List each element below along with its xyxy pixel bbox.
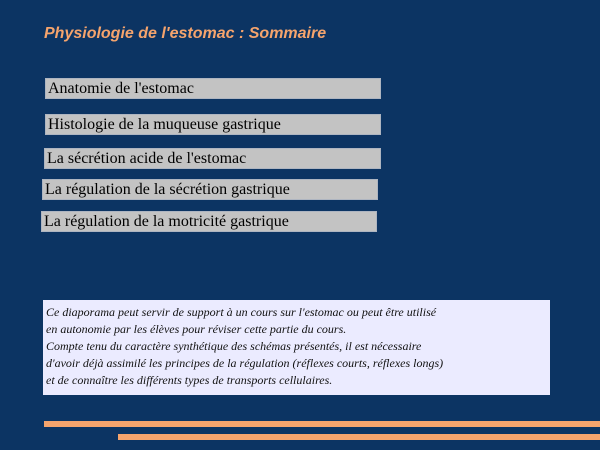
decorative-bar-bottom — [118, 434, 600, 440]
note-line: d'avoir déjà assimilé les principes de la régulation (réflexes courts, réflexes longs) — [46, 356, 444, 370]
menu-item-secretion-acide[interactable]: La sécrétion acide de l'estomac — [44, 148, 381, 169]
note-line: Compte tenu du caractère synthétique des schémas présentés, il est nécessaire — [46, 339, 422, 353]
menu-item-regulation-motricite[interactable]: La régulation de la motricité gastrique — [41, 211, 377, 232]
note-line: en autonomie par les élèves pour réviser cette partie du cours. — [46, 322, 347, 336]
info-note — [43, 300, 550, 395]
note-line: et de connaître les différents types de transports cellulaires. — [46, 373, 333, 387]
menu-item-anatomie[interactable]: Anatomie de l'estomac — [45, 78, 381, 99]
note-line: Ce diaporama peut servir de support à un cours sur l'estomac ou peut être utilisé — [46, 305, 437, 319]
slide-title: Physiologie de l'estomac : Sommaire — [44, 25, 327, 42]
menu-item-histologie[interactable]: Histologie de la muqueuse gastrique — [45, 114, 381, 135]
menu-item-regulation-secretion[interactable]: La régulation de la sécrétion gastrique — [42, 179, 378, 200]
decorative-bar-top — [44, 421, 600, 427]
